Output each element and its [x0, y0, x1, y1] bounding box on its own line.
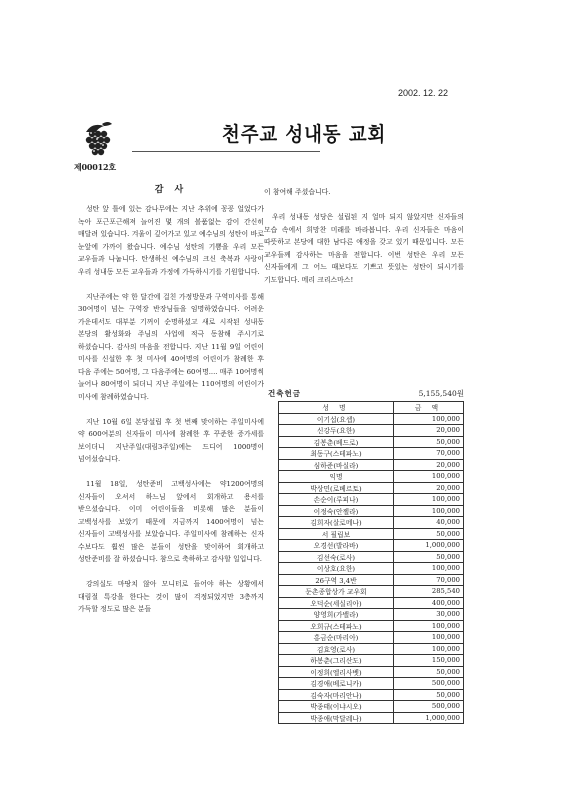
table-row [279, 448, 464, 460]
donor-name: 하봉춘(그리산도) [279, 655, 394, 667]
table-row [279, 712, 464, 724]
donor-name: 신강두(요한) [279, 425, 394, 437]
building-fund-section [268, 388, 464, 724]
issue-date: 2002. 12. 22 [398, 88, 449, 98]
article-paragraph: 11월 18일, 성탄준비 고백성사에는 약1200여명의 신자들이 오셔서 하느님 앞에서 회개하고 용서를 받으셨습니다. 이미 어린이들을 비롯해 많은 분들이 고백성사를 보았기 때문에 지금까지 1400여명이 넘는 신자들이 고백성사를 보았습니다. 주일미사에 참례하는 신자 수보다도 훨씬 많은 분들이 성탄을 맞이하여 회개하고 성탄준비를 잘 하셨습니다. 참으로 축하하고 감사할 일입니다. [78, 480, 264, 563]
donation-amount: 100,000 [393, 471, 463, 483]
donation-amount: 150,000 [393, 655, 463, 667]
table-row [279, 655, 464, 667]
article-paragraph: 지난주에는 약 한 달간에 걸친 가정방문과 구역미사를 통해 30여명이 넘는 구역장 반장님들을 임명하였습니다. 어려운 가운데서도 대부분 기꺼이 순명하셨고 새로 시작된 성내동 본당의 활성화와 주님의 사업에 적극 동참해 주시기로 하셨습니다. 감사의 마음을 전합니다. 지난 11월 9일 어린이 미사를 신설한 후 첫 미사에 40여명의 어린이가 참례한 후 다음 주에는 50여명, 그 다음주에는 60여명.... 매주 10여명씩 늘어나 80여명이 되더니 지난 주일에는 110여명의 어린이가 미사에 참례하였습니다. [78, 292, 264, 401]
header-divider [132, 151, 320, 152]
table-row [279, 425, 464, 437]
donor-name: 익명 [279, 471, 394, 483]
donation-amount: 1,000,000 [393, 540, 463, 552]
donation-amount: 500,000 [393, 678, 463, 690]
donation-amount: 50,000 [393, 689, 463, 701]
donation-amount: 20,000 [393, 425, 463, 437]
article-left-column [78, 176, 264, 628]
article-paragraph: 성탄 앞 틀에 있는 감나무에는 지난 추위에 꽁꽁 얼었다가 녹아 포근포근해져 늘어진 몇 개의 볼품없는 감이 간신히 매달려 있습니다. 겨울이 깊어가고 있고 예수님의 성탄이 바로 눈앞에 가까이 왔습니다. 예수님 성탄의 기쁨을 우리 모든 교우들과 나눕니다. 탄생하신 예수님의 크신 축복과 사랑이 우리 성내동 모든 교우들과 가정에 가득하시기를 기원합니다. [78, 205, 264, 276]
donor-name: 김봉춘(베드로) [279, 436, 394, 448]
article-paragraph: 이 참여해 주셨습니다. [264, 188, 331, 196]
donor-name: 이정희(엘리사벳) [279, 666, 394, 678]
donor-table [278, 401, 464, 724]
donor-name: 오희규(스테파노) [279, 620, 394, 632]
table-row [279, 620, 464, 632]
table-row [279, 517, 464, 529]
table-row [279, 609, 464, 621]
table-row [279, 551, 464, 563]
newsletter-title: 천주교 성내동 교회 [222, 122, 387, 146]
donor-name: 손순이(루피나) [279, 494, 394, 506]
donation-amount: 50,000 [393, 666, 463, 678]
table-row [279, 678, 464, 690]
donor-name: 김선숙(로사) [279, 551, 394, 563]
donor-name: 오경선(발라바) [279, 540, 394, 552]
article-paragraph: 강의실도 마땅치 않아 모니터로 들어야 하는 상황에서 대림절 특강을 한다는 것이 많이 걱정되었지만 3층까지 가득할 정도로 많은 분들 [78, 580, 264, 613]
donation-amount: 100,000 [393, 563, 463, 575]
table-row [279, 643, 464, 655]
donor-name: 박상민(로베르토) [279, 482, 394, 494]
donation-amount: 50,000 [393, 436, 463, 448]
donation-amount: 100,000 [393, 413, 463, 425]
donor-name: 심하준(바실라) [279, 459, 394, 471]
donation-amount: 500,000 [393, 701, 463, 713]
article-heading: 감 사 [154, 185, 188, 195]
donation-amount: 1,000,000 [393, 712, 463, 724]
donor-name: 26구역 3,4반 [279, 574, 394, 586]
donor-name: 김숙자(마리안나) [279, 689, 394, 701]
donation-amount: 100,000 [393, 494, 463, 506]
table-row [279, 528, 464, 540]
donation-amount: 100,000 [393, 505, 463, 517]
donor-name: 오덕순(세실리아) [279, 597, 394, 609]
donation-amount: 50,000 [393, 528, 463, 540]
column-header-amount: 금 액 [393, 402, 463, 414]
donor-name: 김희자(살로메나) [279, 517, 394, 529]
donation-amount: 400,000 [393, 597, 463, 609]
table-row [279, 574, 464, 586]
donor-name: 서 필립보 [279, 528, 394, 540]
table-row [279, 413, 464, 425]
donation-amount: 70,000 [393, 448, 463, 460]
table-row [279, 494, 464, 506]
donation-amount: 285,540 [393, 586, 463, 598]
donor-name: 둔촌종합상가 교우회 [279, 586, 394, 598]
table-row [279, 505, 464, 517]
table-row [279, 563, 464, 575]
table-row [279, 459, 464, 471]
donor-name: 김경애(베로니카) [279, 678, 394, 690]
donor-name: 박종태(이냐시오) [279, 701, 394, 713]
article-paragraph: 지난 10월 6일 본당설립 후 첫 번째 맞이하는 주일미사에 약 600여분의 신자들이 미사에 참례한 후 꾸준한 증가세를 보이더니 지난주일(대림3주일)에는 드디어 1000명이 넘어섰습니다. [78, 417, 264, 463]
table-row [279, 632, 464, 644]
donation-amount: 40,000 [393, 517, 463, 529]
donation-amount: 100,000 [393, 632, 463, 644]
table-row [279, 436, 464, 448]
fund-label: 건축헌금 [268, 389, 301, 398]
table-row [279, 701, 464, 713]
table-row [279, 540, 464, 552]
article-right-column [264, 186, 464, 299]
article-paragraph: 우리 성내동 성당은 설립된 지 얼마 되지 않았지만 신자들의 모습 속에서 희망찬 미래를 바라봅니다. 우리 신자들은 마음이 따뜻하고 본당에 대한 남다른 애정을 갖고 있기 때문입니다. 모든 교우들께 감사하는 마음을 전합니다. 이번 성탄은 우리 모든 신자들에게 그 어느 때보다도 기쁘고 뜻있는 성탄이 되시기를 기도합니다. 메리 크리스마스! [264, 213, 464, 284]
donation-amount: 20,000 [393, 459, 463, 471]
table-row [279, 666, 464, 678]
column-header-name: 성 명 [279, 402, 394, 414]
donor-name: 김효영(로사) [279, 643, 394, 655]
table-row [279, 597, 464, 609]
issue-number: 제00012호 [74, 162, 116, 172]
grape-cluster-logo-icon [78, 118, 120, 158]
donor-name: 최동구(스테파노) [279, 448, 394, 460]
donation-amount: 70,000 [393, 574, 463, 586]
donation-amount: 30,000 [393, 609, 463, 621]
donation-amount: 50,000 [393, 551, 463, 563]
donation-amount: 100,000 [393, 620, 463, 632]
donor-name: 홍금순(마리아) [279, 632, 394, 644]
donor-name: 이기섭(요셉) [279, 413, 394, 425]
donor-name: 양영희(가밸라) [279, 609, 394, 621]
fund-total: 5,155,540원 [418, 389, 464, 398]
table-row [279, 471, 464, 483]
donation-amount: 20,000 [393, 482, 463, 494]
donor-name: 이상호(요한) [279, 563, 394, 575]
table-row [279, 689, 464, 701]
donor-name: 박종애(막달레나) [279, 712, 394, 724]
donation-amount: 100,000 [393, 643, 463, 655]
table-row [279, 482, 464, 494]
table-row [279, 586, 464, 598]
donor-name: 이정숙(안젤라) [279, 505, 394, 517]
